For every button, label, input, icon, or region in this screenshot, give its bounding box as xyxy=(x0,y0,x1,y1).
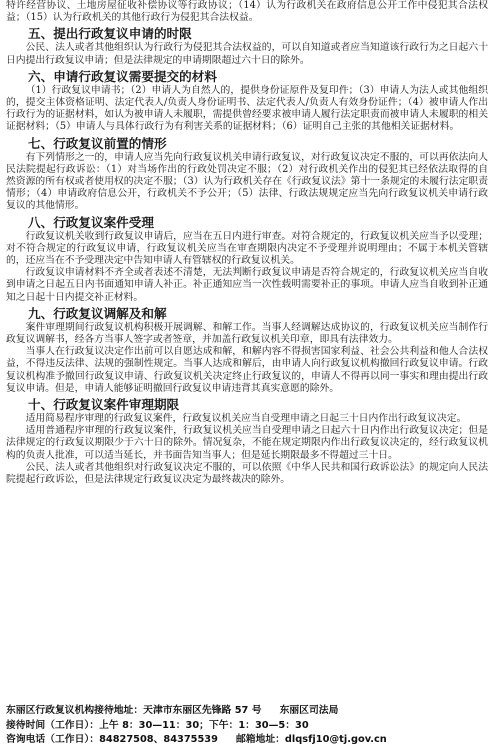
section-7-paragraph: 有下列情形之一的，申请人应当先向行政复议机关申请行政复议，对行政复议决定不服的，可以再依法向人民法院提起行政诉讼：（1）对当场作出的行政处罚决定不服；（2）对行政机关作出的侵犯其已经依法取得的自然资源的所有权或者使用权的决定不服；（3）认为行政机关存在《行政复议法》第十一条规定的未履行法定职责情形；（4）申请政府信息公开，行政机关不予公开；（5）法律、行政法规规定应当先向行政复议机关申请行政复议的其他情形。 xyxy=(6,151,488,212)
section-5-paragraph: 公民、法人或者其他组织认为行政行为侵犯其合法权益的，可以自知道或者应当知道该行政行为之日起六十日内提出行政复议申请；但是法律规定的申请期限超过六十日的除外。 xyxy=(6,42,488,66)
footer-agency: 东丽区司法局 xyxy=(279,705,339,716)
footer-address-row xyxy=(6,704,488,719)
footer-hours: 接待时间（工作日）：上午 8：30—11：30；下午：1：30—5：30 xyxy=(6,719,309,731)
section-8-paragraph-2: 行政复议申请材料不齐全或者表述不清楚，无法判断行政复议申请是否符合规定的，行政复议机关应当自收到申请之日起五日内书面通知申请人补正。补正通知应当一次性载明需要补正的事项。申请人应当自收到补正通知之日起十日内提交补正材料。 xyxy=(6,267,488,303)
section-7-title: 七、行政复议前置的情形 xyxy=(28,135,167,151)
section-10-paragraph-3: 公民、法人或者其他组织对行政复议决定不服的，可以依照《中华人民共和国行政诉讼法》的规定向人民法院提起行政诉讼，但是法律规定行政复议决定为最终裁决的除外。 xyxy=(6,461,488,486)
section-10-paragraph-1: 适用简易程序审理的行政复议案件，行政复议机关应当自受理申请之日起三十日内作出行政复议决定。 xyxy=(25,413,467,425)
section-5-title: 五、提出行政复议申请的时限 xyxy=(28,26,192,42)
section-9-paragraph-1: 案件审理期间行政复议机构积极开展调解、和解工作。当事人经调解达成协议的，行政复议机关应当制作行政复议调解书，经各方当事人签字或者签章，并加盖行政复议机关印章，即具有法律效力。 xyxy=(6,321,488,346)
section-9-paragraph-2: 当事人在行政复议决定作出前可以自愿达成和解，和解内容不得损害国家利益、社会公共利益和他人合法权益，不得违反法律、法规的强制性规定。当事人达成和解后，由申请人向行政复议机构撤回行政复议申请。行政复议机构准予撤回行政复议申请、行政复议机关决定终止行政复议的，申请人不得再以同一事实和理由提出行政复议申请。但是，申请人能够证明撤回行政复议申请违背其真实意愿的除外。 xyxy=(6,346,488,394)
section-6-paragraph: （1）行政复议申请书；（2）申请人为自然人的，提供身份证原件及复印件；（3）申请人为法人或其他组织的，提交主体资格证明、法定代表人/负责人身份证明书、法定代表人/负责人有效身份证件；（4）被申请人作出行政行为的证据材料，如认为被申请人未履职，需提供曾经要求被申请人履行法定职责而被申请人未履职的相关证据材料；（5）申请人与具体行政行为有利害关系的证据材料；（6）证明自己主张的其他相关证据材料。 xyxy=(6,84,488,133)
section-9-title: 九、行政复议调解及和解 xyxy=(28,305,167,321)
intro-paragraph: 特许经营协议、土地房屋征收补偿协议等行政协议；（14）认为行政机关在政府信息公开工作中侵犯其合法权益；（15）认为行政机关的其他行政行为侵犯其合法权益。 xyxy=(6,0,488,24)
document-body xyxy=(6,0,488,700)
section-8-title: 八、行政复议案件受理 xyxy=(28,214,154,230)
section-10-paragraph-2: 适用普通程序审理的行政复议案件，行政复议机关应当自受理申请之日起六十日内作出行政复议决定；但是法律规定的行政复议期限少于六十日的除外。情况复杂，不能在规定期限内作出行政复议决定的，经行政复议机构的负责人批准，可以适当延长，并书面告知当事人；但是延长期限最多不得超过三十日。 xyxy=(6,425,488,461)
contact-footer xyxy=(0,704,494,752)
section-8-paragraph-1: 行政复议机关收到行政复议申请后，应当在五日内进行审查。对符合规定的，行政复议机关应当予以受理；对不符合规定的行政复议申请，行政复议机关应当在审查期限内决定不予受理并说明理由；不属于本机关管辖的，还应当在不予受理决定中告知申请人有管辖权的行政复议机关。 xyxy=(6,230,488,267)
footer-email: 邮箱地址：dlqsfj10@tj.gov.cn xyxy=(235,734,387,745)
footer-address: 东丽区行政复议机构接待地址：天津市东丽区先锋路 57 号 xyxy=(6,705,262,716)
footer-hours-row xyxy=(6,719,488,734)
footer-phone: 咨询电话（工作日）：84827508、84375539 xyxy=(6,734,218,745)
footer-contact-row xyxy=(6,733,488,748)
section-6-title: 六、申请行政复议需要提交的材料 xyxy=(28,68,217,84)
section-10-title: 十、行政复议案件审理期限 xyxy=(28,397,180,413)
